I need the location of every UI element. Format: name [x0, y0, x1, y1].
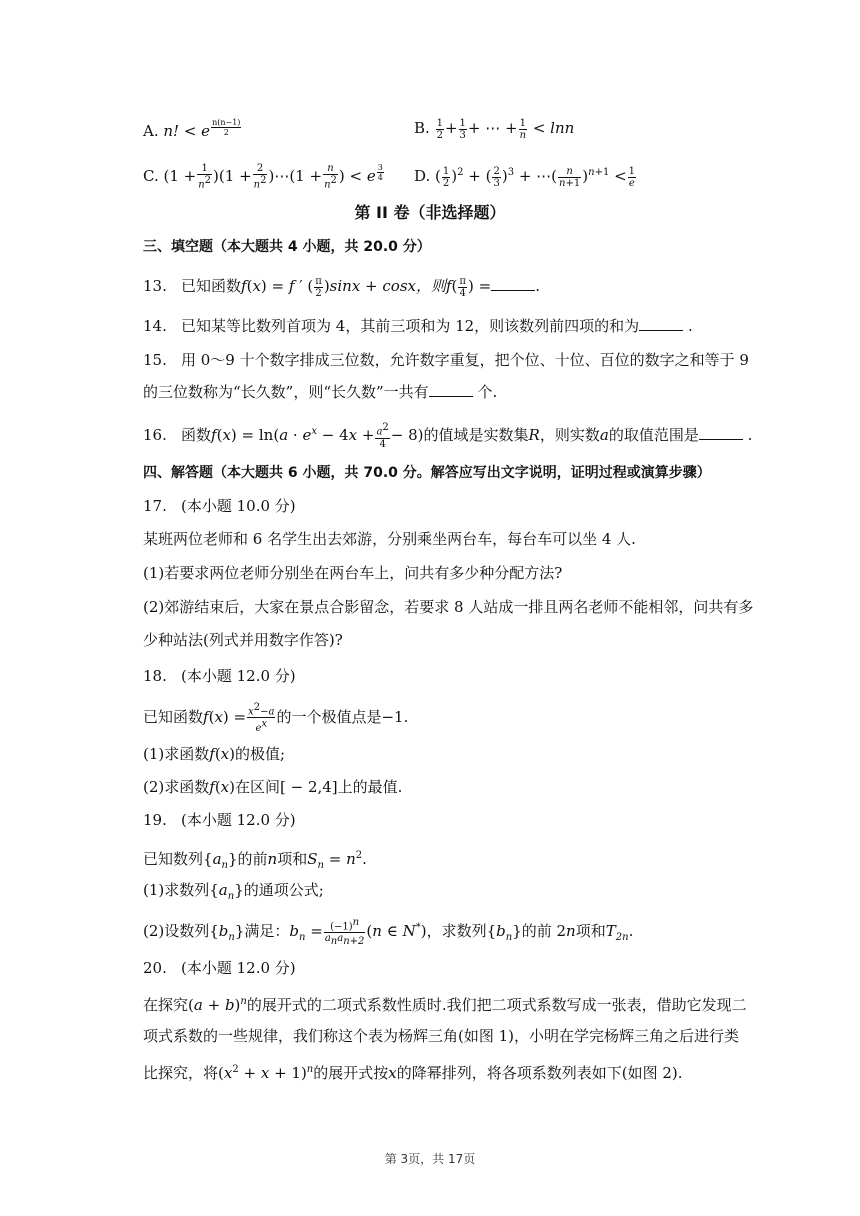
option-c: C. (1 + $\frac{1}{n^2}$ )(1 + $\frac{2}{n^2}$ )⋯(1 + $\frac{n}{n^2}$ ) < e $^{\frac{3}{4}}$: [143, 163, 383, 191]
part4-heading: 四、解答题（本大题共 6 小题，共 70.0 分。解答应写出文字说明，证明过程或演算步骤）: [143, 465, 711, 481]
answer-blank: [491, 276, 535, 291]
question-17-p4: 少种站法(列式并用数字作答)?: [143, 631, 343, 649]
page-footer: 第 3页，共 17页: [384, 1152, 476, 1166]
question-19-header: 19. (本小题 12.0 分): [143, 811, 296, 829]
section-title: 第 II 卷（非选择题）: [354, 203, 506, 222]
answer-blank: [639, 316, 683, 331]
question-17-p1: 某班两位老师和 6 名学生出去郊游，分别乘坐两台车，每台车可以坐 4 人.: [143, 530, 636, 548]
question-19-p2: (1)求数列$\{a_n\}$的通项公式;: [143, 881, 324, 902]
question-17-p2: (1)若要求两位老师分别坐在两台车上，问共有多少种分配方法?: [143, 564, 563, 582]
question-20-p2: 项式系数的一些规律，我们称这个表为杨辉三角(如图 1)，小明在学完杨辉三角之后进行类: [143, 1027, 740, 1045]
option-a: A. n! < e $^{\frac{n(n-1)}{2}}$: [143, 118, 241, 140]
answer-blank: [429, 382, 473, 397]
question-18-p2: (1)求函数f(x)的极值;: [143, 745, 286, 763]
option-b: B. $\frac{1}{2}$ + $\frac{1}{3}$ + ⋯ + $\frac{1}{n}$ < lnn: [414, 117, 575, 141]
option-d: D. ( $\frac{1}{2}$ )$^2$ + ( $\frac{2}{3}$ )$^3$ + ⋯( $\frac{n}{n+1}$ )$^{n+1}$ < $\frac{1}{e}$: [414, 165, 636, 189]
question-19-p1: 已知数列$\{a_n\}$的前n项和$S_n = n^2$.: [143, 850, 367, 871]
question-18-p3: (2)求函数f(x)在区间[ − 2,4]上的最值.: [143, 778, 403, 796]
part3-heading: 三、填空题（本大题共 4 小题，共 20.0 分）: [143, 239, 431, 255]
question-20-p3: 比探究，将$(x^2 + x + 1)^n$的展开式按x的降幂排列，将各项系数列表如下(如图 2).: [143, 1064, 683, 1082]
question-15-line1: 15. 用 0～9 十个数字排成三位数，允许数字重复，把个位、十位、百位的数字之和等于 9: [143, 351, 749, 369]
question-20-header: 20. (本小题 12.0 分): [143, 959, 296, 977]
question-18-p1: 已知函数f(x) = $\frac{x^2-a}{e^x}$ 的一个极值点是−1.: [143, 702, 409, 734]
question-17-header: 17. (本小题 10.0 分): [143, 497, 296, 515]
question-16: 16. 函数$f(x) = \ln(a \cdot e^x - 4x$ + $\frac{a^2}{4}$ − 8)的值域是实数集R，则实数a的取值范围是 .: [143, 422, 753, 450]
question-15-line2: 的三位数称为“长久数”，则“长久数”一共有 个.: [143, 383, 498, 401]
question-14: 14. 已知某等比数列首项为 4，其前三项和为 12，则该数列前四项的和为 .: [143, 317, 693, 335]
question-20-p1: 在探究$(a + b)^n$的展开式的二项式系数性质时.我们把二项式系数写成一张表，借助它发现二: [143, 996, 747, 1014]
question-18-header: 18. (本小题 12.0 分): [143, 667, 296, 685]
question-17-p3: (2)郊游结束后，大家在景点合影留念，若要求 8 人站成一排且两名老师不能相邻，问共有多: [143, 598, 754, 616]
question-13: 13. 已知函数f(x) = f ′ ( $\frac{\pi}{2}$ )sinx + cosx，则f( $\frac{\pi}{4}$ ) = .: [143, 275, 540, 299]
question-19-p3: (2)设数列$\{b_n\}$满足：$b_n$ = $\frac{(-1)^n}{a_na_{n+2}}$ (n ∈ N*)，求数列$\{b_n\}$的前 2n项和$T_{2n}$.: [143, 916, 634, 948]
answer-blank: [699, 425, 743, 440]
